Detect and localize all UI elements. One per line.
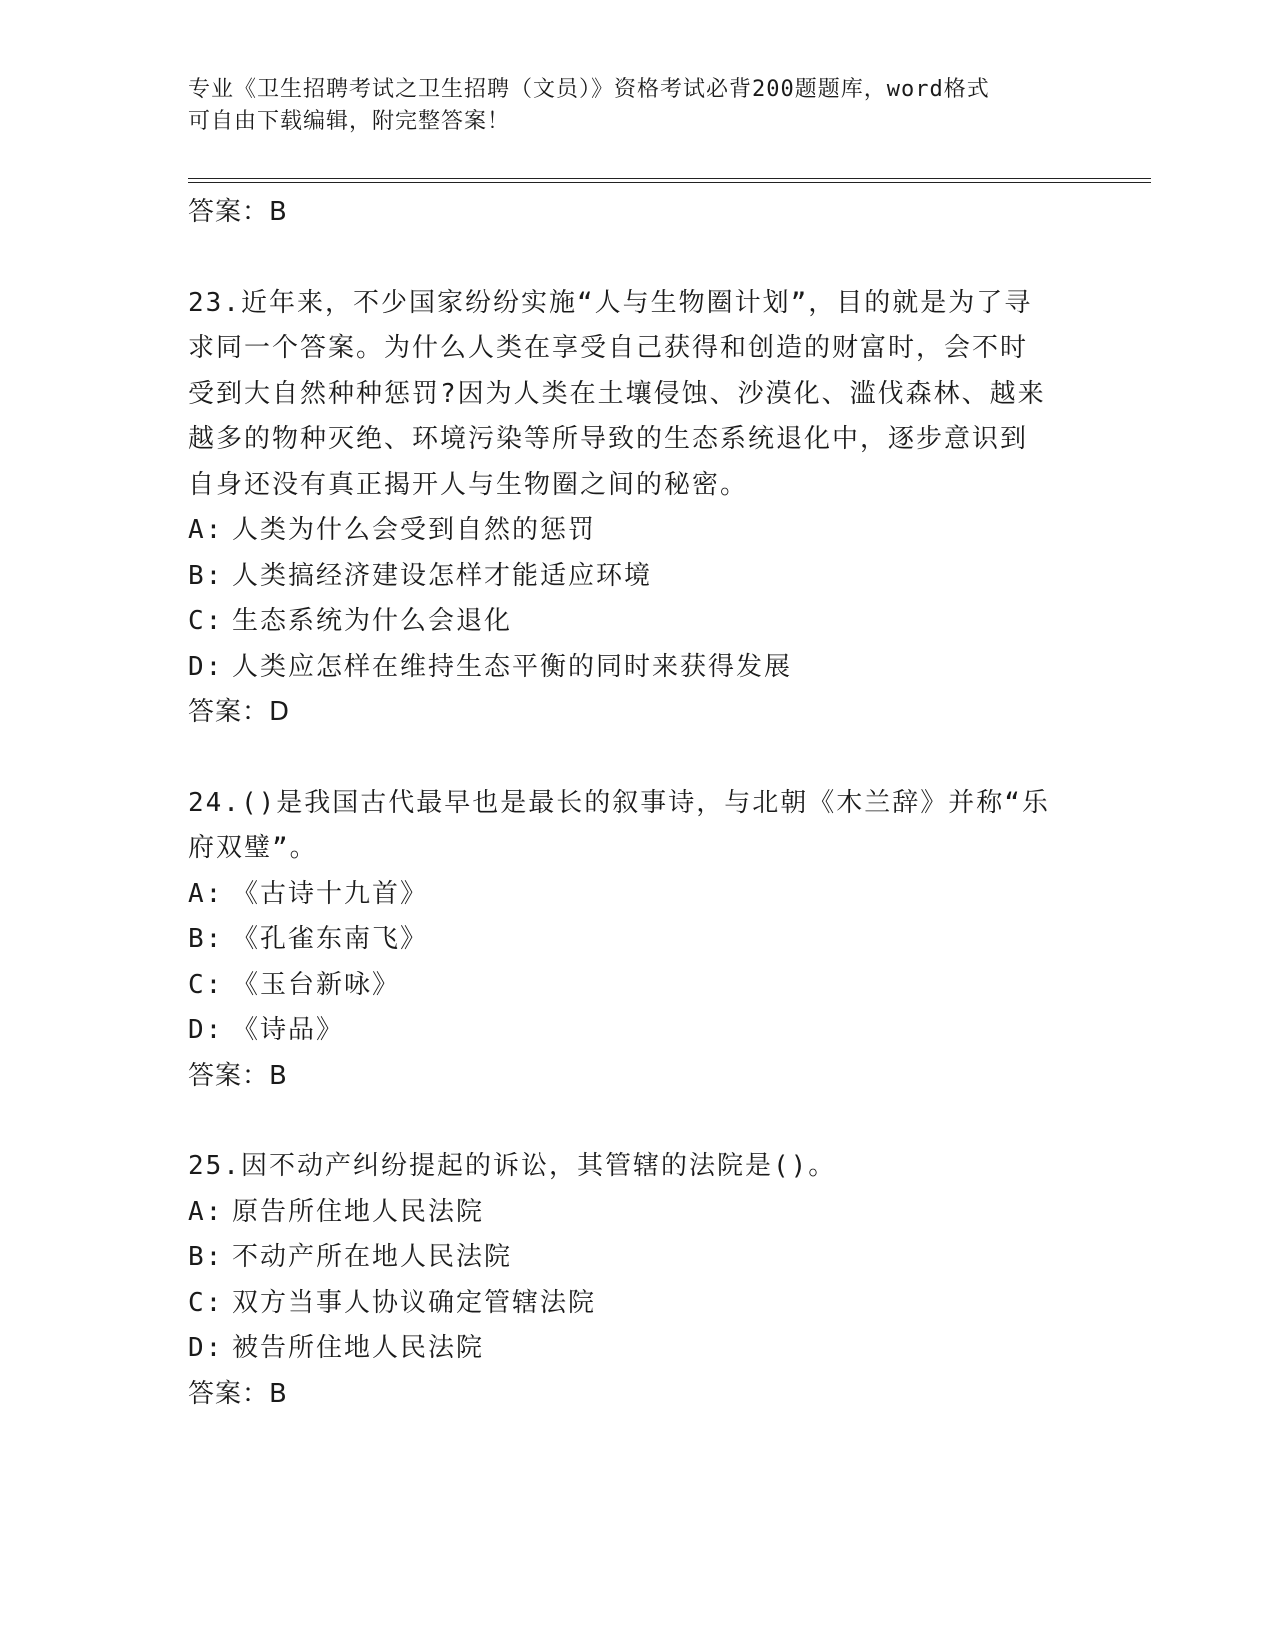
header-line: 可自由下载编辑，附完整答案！ <box>188 109 511 134</box>
question-text-line: 25.因不动产纠纷提起的诉讼，其管辖的法院是()。 <box>188 1151 837 1181</box>
option-text: 《古诗十九首》 <box>232 878 429 909</box>
question-text-line: 越多的物种灭绝、环境污染等所导致的生态系统退化中，逐步意识到 <box>188 424 1029 454</box>
option-label: D: <box>188 651 224 682</box>
option-text: 人类为什么会受到自然的惩罚 <box>232 515 597 545</box>
option-label: C: <box>188 969 224 1000</box>
question-23 <box>188 281 1088 736</box>
question-text-line: 府双璧”。 <box>188 833 318 863</box>
option-text: 人类搞经济建设怎样才能适应环境 <box>232 560 653 591</box>
header-line: 专业《卫生招聘考试之卫生招聘（文员）》资格考试必背200题题库，word格式 <box>188 77 990 102</box>
option-label: B: <box>188 1242 224 1272</box>
option-label: A: <box>188 878 224 909</box>
option-text: 生态系统为什么会退化 <box>232 606 513 636</box>
header-divider <box>188 182 1151 183</box>
option-d <box>188 1326 1088 1372</box>
option-text: 《孔雀东南飞》 <box>232 924 429 954</box>
answer-line: 答案：D <box>188 697 291 727</box>
question-text-line: 受到大自然种种惩罚?因为人类在土壤侵蚀、沙漠化、滥伐森林、越来 <box>188 378 1046 409</box>
option-label: A: <box>188 515 224 545</box>
answer-line: 答案：B <box>188 1378 288 1409</box>
option-label: A: <box>188 1196 224 1227</box>
option-d <box>188 645 1088 691</box>
question-24 <box>188 781 1088 1100</box>
document-header <box>188 74 1068 138</box>
option-c <box>188 1281 1088 1327</box>
option-c <box>188 599 1088 645</box>
header-divider <box>188 178 1151 179</box>
option-label: C: <box>188 606 224 636</box>
question-text-line: 自身还没有真正揭开人与生物圈之间的秘密。 <box>188 469 749 500</box>
option-text: 原告所住地人民法院 <box>232 1196 485 1227</box>
answer-line: 答案：B <box>188 197 288 227</box>
option-b <box>188 1235 1088 1281</box>
option-a <box>188 508 1088 554</box>
option-text: 不动产所在地人民法院 <box>232 1242 513 1272</box>
option-b <box>188 917 1088 963</box>
question-text-line: 求同一个答案。为什么人类在享受自己获得和创造的财富时，会不时 <box>188 333 1029 363</box>
option-text: 《玉台新咏》 <box>232 969 401 1000</box>
answer-line: 答案：B <box>188 1060 288 1091</box>
option-text: 双方当事人协议确定管辖法院 <box>232 1287 597 1318</box>
option-label: C: <box>188 1287 224 1318</box>
option-label: D: <box>188 1015 224 1045</box>
question-text-line: 23.近年来，不少国家纷纷实施“人与生物圈计划”，目的就是为了寻 <box>188 287 1033 318</box>
document-body <box>188 190 1088 1417</box>
option-d <box>188 1008 1088 1054</box>
option-label: B: <box>188 560 224 591</box>
question-text-line: 24.()是我国古代最早也是最长的叙事诗，与北朝《木兰辞》并称“乐 <box>188 787 1050 818</box>
option-text: 人类应怎样在维持生态平衡的同时来获得发展 <box>232 651 793 682</box>
option-a <box>188 872 1088 918</box>
option-a <box>188 1190 1088 1236</box>
option-label: B: <box>188 924 224 954</box>
option-c <box>188 963 1088 1009</box>
option-label: D: <box>188 1333 224 1363</box>
option-text: 被告所住地人民法院 <box>232 1333 485 1363</box>
option-text: 《诗品》 <box>232 1015 345 1045</box>
option-b <box>188 554 1088 600</box>
question-25 <box>188 1144 1088 1417</box>
